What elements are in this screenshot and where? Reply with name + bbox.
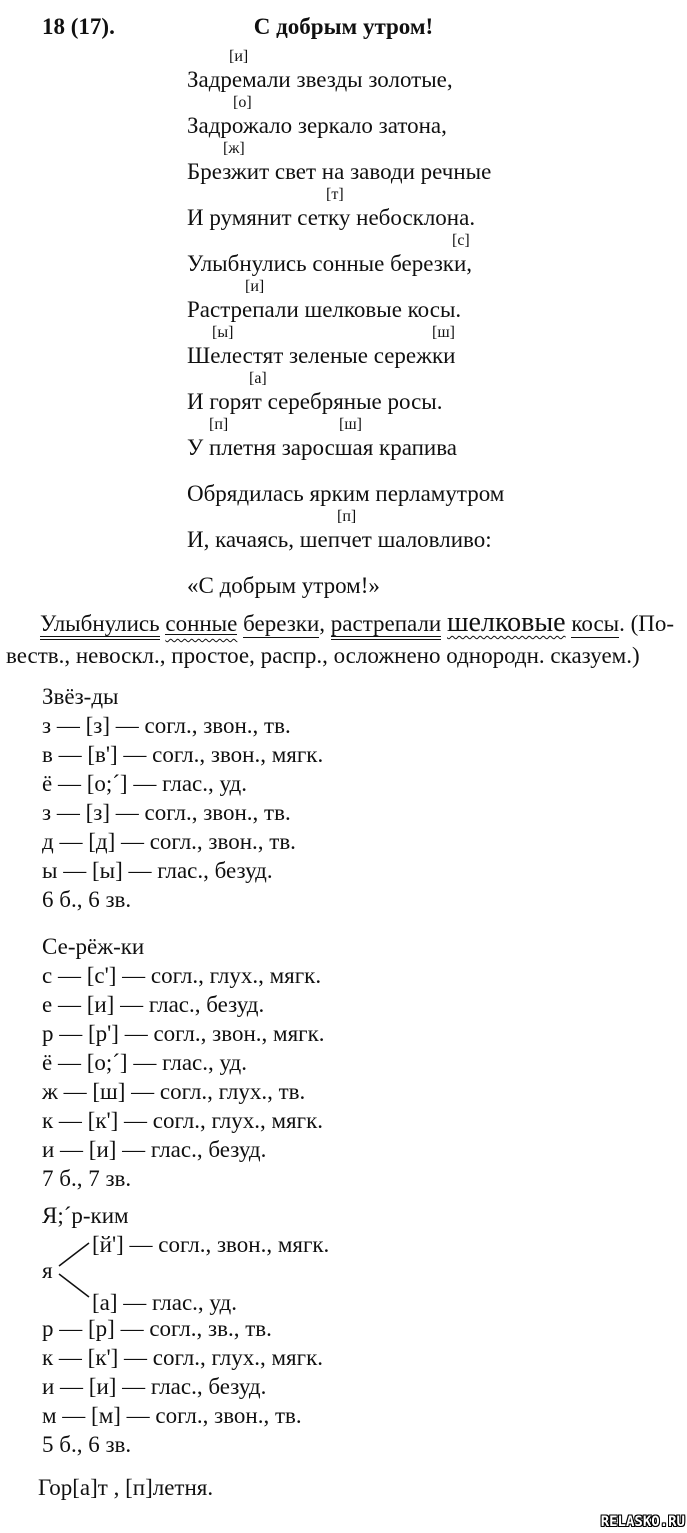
phonetic-annotation: [и]: [245, 278, 265, 295]
phonetic-annotation: [о]: [233, 94, 252, 111]
phonetic-row: с — [с'] — согл., глух., мягк.: [42, 963, 322, 988]
attribute-word: сонные: [165, 611, 238, 636]
letters-sounds-count: 6 б., 6 зв.: [42, 887, 132, 912]
poem-text: Брезжит свет на заводи речные: [187, 159, 492, 184]
phonetic-annotation: [ы]: [212, 324, 234, 341]
phonetic-annotation: [ш]: [432, 324, 455, 341]
subject-word: березки: [243, 611, 320, 636]
poem-text: Задрожало зеркало затона,: [187, 113, 447, 138]
phonetic-row: е — [и] — глас., безуд.: [42, 992, 265, 1017]
exercise-number: 18 (17).: [42, 14, 115, 39]
phonetic-row: в — [в'] — согл., звон., мягк.: [42, 742, 324, 767]
poem-text: У плетня заросшая крапива: [187, 435, 458, 460]
poem-text: Задремали звезды золотые,: [187, 67, 453, 92]
phonetic-annotation: [ш]: [339, 416, 362, 433]
poem-text: «С добрым утром!»: [187, 573, 380, 598]
phonetic-row: к — [к'] — согл., глух., мягк.: [42, 1345, 323, 1370]
letters-sounds-count: 5 б., 6 зв.: [42, 1432, 132, 1457]
phonetic-row: ж — [ш] — согл., глух., тв.: [42, 1079, 306, 1104]
phonetic-annotation: [т]: [326, 186, 344, 203]
letters-sounds-count: 7 б., 7 зв.: [42, 1166, 132, 1191]
sentence-analysis-line2: веств., невоскл., простое, распр., осложнено однородн. сказуем.): [6, 643, 640, 668]
phonetic-annotation: [а]: [249, 370, 267, 387]
phonetic-row: з — [з] — согл., звон., тв.: [42, 713, 291, 738]
poem-text: И горят серебряные росы.: [187, 389, 443, 414]
parenthesis-start: (По-: [630, 611, 675, 636]
pronunciation-note: Гор[а]т , [п]летня.: [38, 1475, 214, 1500]
phonetic-block-zvezdy: [42, 682, 687, 914]
page-header: [0, 14, 687, 48]
phonetic-word-title: Я;´р-ким: [42, 1203, 129, 1228]
poem-line: [187, 278, 687, 324]
poem-line: [187, 48, 687, 94]
poem-text: Улыбнулись сонные березки,: [187, 251, 473, 276]
phonetic-annotation: [ж]: [223, 140, 245, 157]
phonetic-block-serezhki: [42, 932, 687, 1193]
phonetic-annotation: [п]: [209, 416, 229, 433]
branch-lines-icon: [57, 1238, 91, 1302]
poem-text: Шелестят зеленые сережки: [187, 343, 456, 368]
phonetic-row: к — [к'] — согл., глух., мягк.: [42, 1108, 323, 1133]
phonetic-row: з — [з] — согл., звон., тв.: [42, 800, 291, 825]
phonetic-annotation: [п]: [337, 508, 357, 525]
phonetic-row: ё — [о;´] — глас., уд.: [42, 1050, 247, 1075]
poem-text: И, качаясь, шепчет шаловливо:: [187, 527, 492, 552]
poem-line: [187, 324, 687, 370]
predicate-word: растрепали: [331, 611, 441, 640]
phonetic-block-yarkim: [42, 1201, 687, 1459]
poem-line: [187, 416, 687, 462]
phonetic-row: и — [и] — глас., безуд.: [42, 1137, 267, 1162]
phonetic-annotation: [и]: [229, 48, 249, 65]
poem-line: [187, 554, 687, 600]
predicate-word: Улыбнулись: [40, 611, 160, 640]
poem: [187, 48, 687, 600]
poem-text: Растрепали шелковые косы.: [187, 297, 462, 322]
attribute-word: шелковые: [447, 607, 566, 638]
poem-text: И румянит сетку небосклона.: [187, 205, 476, 230]
poem-line: [187, 232, 687, 278]
phonetic-row: р — [р] — согл., зв., тв.: [42, 1316, 272, 1341]
poem-line: [187, 462, 687, 508]
poem-line: [187, 94, 687, 140]
phonetic-row: д — [д] — согл., звон., тв.: [42, 829, 296, 854]
separator: ,: [319, 611, 331, 636]
sentence-analysis-line1: [6, 607, 687, 640]
phonetic-row: [й'] — согл., звон., мягк.: [92, 1232, 330, 1257]
branch-letter: я: [42, 1258, 53, 1283]
sentence-analysis: [0, 607, 687, 672]
poem-text: Обрядилась ярким перламутром: [187, 481, 505, 506]
page-title: С добрым утром!: [253, 14, 434, 39]
subject-word: косы: [571, 611, 620, 636]
poem-line: [187, 140, 687, 186]
letter-branch-diagram: [42, 1230, 687, 1314]
phonetic-row: р — [р'] — согл., звон., мягк.: [42, 1021, 325, 1046]
separator: .: [619, 611, 631, 636]
watermark: RELASKO.RU: [600, 1514, 685, 1530]
phonetic-row: ё — [о;´] — глас., уд.: [42, 771, 247, 796]
phonetic-word-title: Се-рёж-ки: [42, 934, 145, 959]
poem-line: [187, 370, 687, 416]
phonetic-word-title: Звёз-ды: [42, 684, 119, 709]
poem-line: [187, 186, 687, 232]
phonetic-annotation: [с]: [452, 232, 470, 249]
phonetic-row: и — [и] — глас., безуд.: [42, 1374, 267, 1399]
phonetic-row: [а] — глас., уд.: [92, 1290, 237, 1315]
phonetic-row: ы — [ы] — глас., безуд.: [42, 858, 273, 883]
poem-line: [187, 508, 687, 554]
phonetic-row: м — [м] — согл., звон., тв.: [42, 1403, 302, 1428]
